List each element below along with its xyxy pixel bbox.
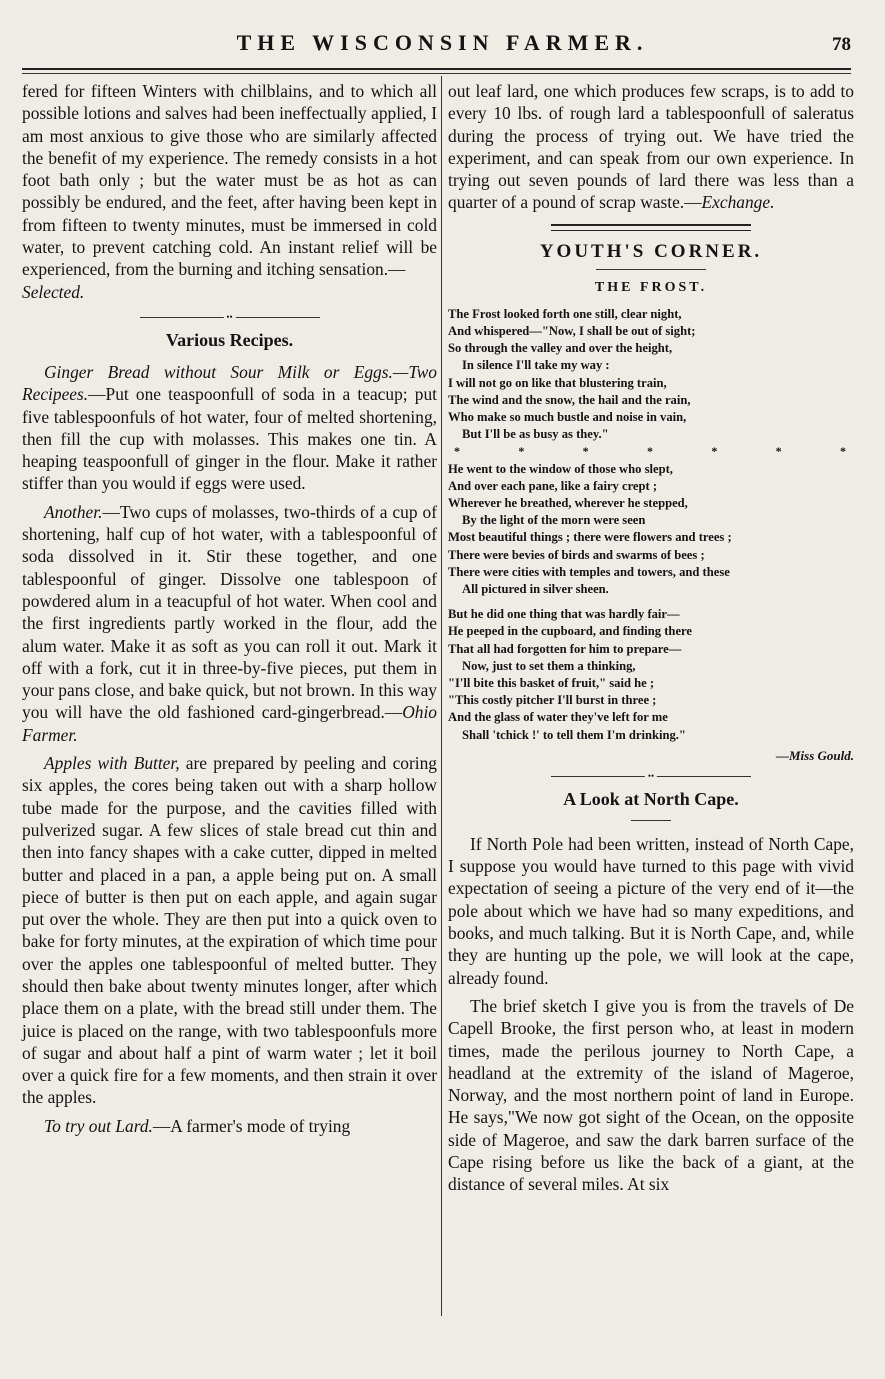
north-cape-heading: A Look at North Cape. <box>563 788 739 809</box>
masthead-title: THE WISCONSIN FARMER. <box>236 30 649 55</box>
recipe-lard: To try out Lard.—A farmer's mode of trying <box>44 1115 351 1136</box>
cape-heading-rule <box>631 820 671 821</box>
lard-continued: out leaf lard, one which produces few scraps, is to add to every 10 lbs. of rough lard a tablespoonfull of saleratus during the process of trying out. We have tried the experiment, and can speak from our own experience. In trying out seven pounds of lard there was less than a quarter of a pound of scrap waste.—Exchange. <box>448 81 854 213</box>
chilblains-source: Selected. <box>22 281 85 302</box>
recipes-heading: Various Recipes. <box>165 329 294 350</box>
youths-divider <box>551 224 751 231</box>
lard-source: Exchange. <box>701 192 775 213</box>
header-rule-thick <box>22 68 851 70</box>
cape-divider: •• <box>551 776 751 777</box>
right-column <box>448 80 854 1196</box>
recipe-ginger-title: Ginger Bread without Sour Milk or Eggs.—Two Recipees. <box>22 361 437 405</box>
chilblains-article <box>22 80 437 303</box>
poem-the-frost: The Frost looked forth one still, clear night, And whispered—"Now, I shall be out of sight; So through the valley and over the height, In silence I'll take my way : I will not go on like that blustering train, The wind and the snow, the hail and the rain, Who make so much bustle and noise in vain, But I'll be as busy as they." * * * * * * * He went to the window of those who slept, And over each pane, like a fairy crept ; Wherever he breathed, wherever he stepped, By the light of the morn were seen Most beautiful things ; there were flowers and trees ; There were bevies of birds and swarms of bees ; There were cities with temples and towers, and these All pictured in silver sheen. But he did one thing that was hardly fair— He peeped in the cupboard, and finding there That all had forgotten for him to prepare— Now, just to set them a thinking, "I'll bite this basket of fruit," said he ; "This costly pitcher I'll burst in three ; And the glass of water they've left for me Shall 'tchick !' to tell them I'm drinking." <box>448 306 854 744</box>
recipe-lard-title: To try out Lard. <box>44 1115 153 1136</box>
poem-title-rule <box>596 269 706 270</box>
north-cape-article: If North Pole had been written, instead of North Cape, I suppose you would have turned to this page with vivid expectation of seeing a picture of the very end of it—the pole about which we have had so many expeditions, and books, and much talking. But it is North Cape, and, while they are hunting up the pole, we will look at the cape, already found. The brief sketch I give you is from the travels of De Capell Brooke, the first person who, at least in modern times, made the perilous journey to North Cape, a headland at the extremity of the island of Mageroe, Norway, and the most northern point of land in Europe. He says,"We now got sight of the Ocean, on the opposite side of Mageroe, and saw the dark barren surface of the Cape rising before us like the back of a giant, at the distance of several miles. At six <box>448 833 854 1195</box>
page-number: 78 <box>832 34 851 55</box>
recipe-ginger-bread: Ginger Bread without Sour Milk or Eggs.—Two Recipees.—Put one teaspoonfull of soda in a teacup; put five tablespoonfuls of hot water, four of melted shortening, then fill the cup with molasses. This makes one tin. A heaping teaspoonfull of ginger in the flour. Make it rather stiffer than you would if eggs were used. <box>22 361 437 494</box>
chilblains-text: fered for fifteen Winters with chilblains, and to which all possible lotions and salves had been ineffectually applied, I am most anxious to give those who are similarly affected the benefit of my experience. The remedy consists in a hot foot bath only ; but the water must be as hot as can possibly be endured, and the feet, after having been kept in from fifteen to twenty minutes, must be immersed in cold water, to prevent catching cold. An instant relief will be experienced, from the burning and itching sensation.— <box>22 81 437 280</box>
recipe-another: Another.—Two cups of molasses, two-thirds of a cup of shortening, half cup of hot water, with a tablespoonful of soda dissolved in it. Stir these together, and one tablespoonful of ginger. Dissolve one tablespoon of powdered alum in a teacupful of hot water. When cool and the first ingredients partly worked in the flour, add the alum water. Make it as soft as you can roll it out. Mark it off with a fork, cut it in three-by-five pieces, put them in your pans close, and bake quick, but not brown. In this way you will have the old fashioned card-gingerbread.—Ohio Farmer. <box>22 501 437 745</box>
column-divider <box>441 76 442 1316</box>
left-column <box>22 80 437 1137</box>
poem-star-separator: * * * * * * * <box>454 444 846 459</box>
masthead <box>0 26 885 66</box>
recipe-another-title: Another. <box>44 501 103 522</box>
youths-corner-heading: YOUTH'S CORNER. <box>539 240 763 262</box>
header-rule-thin <box>22 73 851 74</box>
recipes-body <box>22 361 437 1137</box>
recipe-apples: Apples with Butter, are prepared by peeling and coring six apples, the cores being taken out with a sharp hollow tube made for the purpose, and the cavities filled with pulverized sugar. A few slices of stale bread cut thin and then into fancy shapes with a cake cutter, dipped in melted butter and placed in a pan, a apple being put on. A small piece of butter is then put on each apple, and again sugar put over the whole. They are then put into a quick oven to bake for forty minutes, at the expiration of which time pour over the apples one tablespoonful of melted butter. They should then bake about twenty minutes longer, after which place them on a plate, with the bread still under them. The juice is placed on the range, with two tablespoonfuls more of sugar and about half a pint of warm water ; let it boil over a quick fire for a few moments, and then strain it over the apples. <box>22 753 437 1108</box>
section-divider: •• <box>140 317 320 318</box>
poem-credit: —Miss Gould. <box>775 747 854 763</box>
recipe-apples-title: Apples with Butter, <box>44 753 180 774</box>
poem-title: THE FROST. <box>594 279 708 295</box>
